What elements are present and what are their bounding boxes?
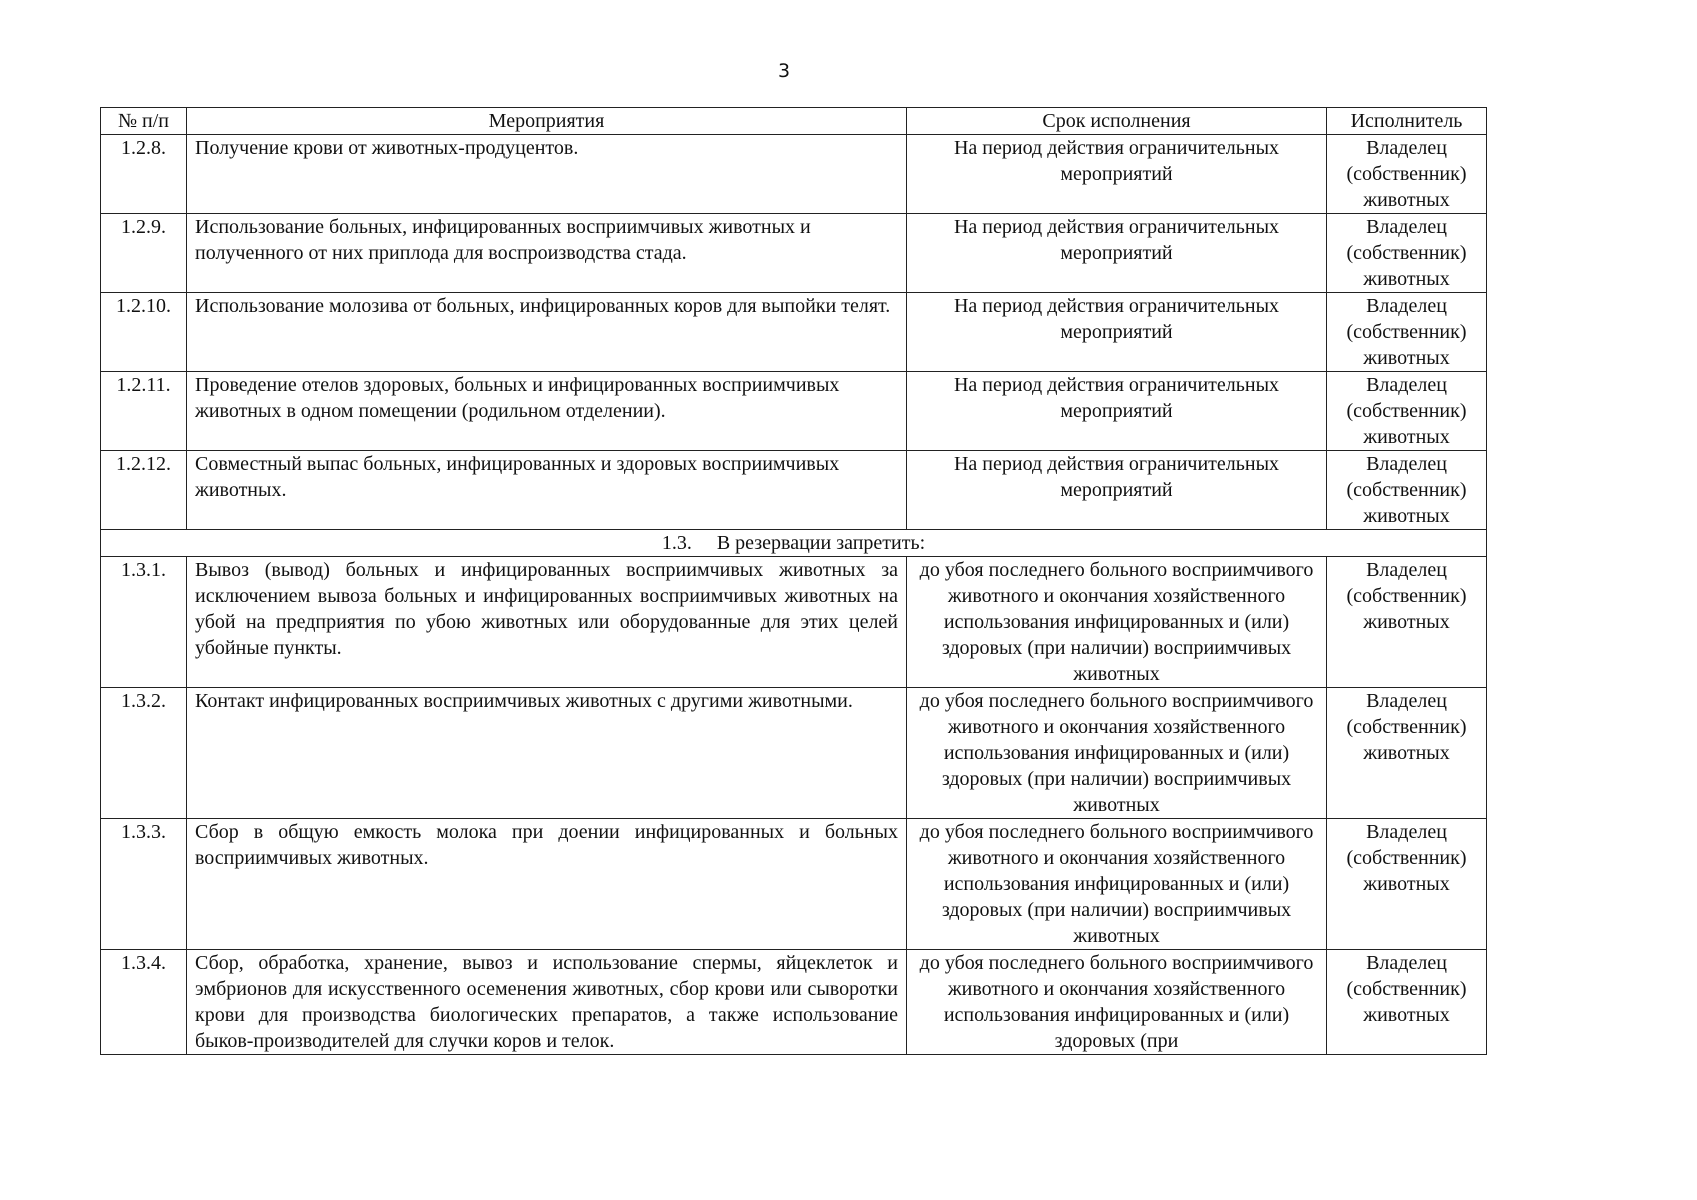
row-deadline: На период действия ограничительных мероприятий [907, 135, 1327, 214]
row-deadline: На период действия ограничительных мероприятий [907, 372, 1327, 451]
row-number: 1.3.1. [101, 557, 187, 688]
row-executor: Владелец (собственник) животных [1327, 819, 1487, 950]
row-measure: Проведение отелов здоровых, больных и инфицированных восприимчивых животных в одном помещении (родильном отделении). [187, 372, 907, 451]
table-row [101, 214, 1487, 293]
row-measure: Сбор в общую емкость молока при доении инфицированных и больных восприимчивых животных. [187, 819, 907, 950]
row-number: 1.2.9. [101, 214, 187, 293]
table-header-row [101, 108, 1487, 135]
row-measure: Контакт инфицированных восприимчивых животных с другими животными. [187, 688, 907, 819]
measures-table [100, 107, 1487, 1055]
row-executor: Владелец (собственник) животных [1327, 135, 1487, 214]
table-row [101, 819, 1487, 950]
table-row [101, 372, 1487, 451]
header-executor: Исполнитель [1327, 108, 1487, 135]
table-row [101, 135, 1487, 214]
row-number: 1.2.12. [101, 451, 187, 530]
row-executor: Владелец (собственник) животных [1327, 372, 1487, 451]
row-deadline: до убоя последнего больного восприимчивого животного и окончания хозяйственного использования инфицированных и (или) здоровых (при [907, 950, 1327, 1055]
header-measures: Мероприятия [187, 108, 907, 135]
section-heading: 1.3. В резервации запретить: [101, 530, 1487, 557]
row-measure: Использование больных, инфицированных восприимчивых животных и полученного от них приплода для воспроизводства стада. [187, 214, 907, 293]
row-deadline: до убоя последнего больного восприимчивого животного и окончания хозяйственного использования инфицированных и (или) здоровых (при наличии) восприимчивых животных [907, 557, 1327, 688]
row-deadline: На период действия ограничительных мероприятий [907, 451, 1327, 530]
row-deadline: до убоя последнего больного восприимчивого животного и окончания хозяйственного использования инфицированных и (или) здоровых (при наличии) восприимчивых животных [907, 819, 1327, 950]
row-deadline: На период действия ограничительных мероприятий [907, 293, 1327, 372]
header-deadline: Срок исполнения [907, 108, 1327, 135]
row-deadline: до убоя последнего больного восприимчивого животного и окончания хозяйственного использования инфицированных и (или) здоровых (при наличии) восприимчивых животных [907, 688, 1327, 819]
row-number: 1.2.8. [101, 135, 187, 214]
row-executor: Владелец (собственник) животных [1327, 451, 1487, 530]
table-row [101, 293, 1487, 372]
row-number: 1.2.11. [101, 372, 187, 451]
row-executor: Владелец (собственник) животных [1327, 214, 1487, 293]
row-measure: Вывоз (вывод) больных и инфицированных восприимчивых животных за исключением вывоза больных и инфицированных восприимчивых животных на убой на предприятия по убою животных или оборудованные для этих целей убойные пункты. [187, 557, 907, 688]
row-number: 1.3.4. [101, 950, 187, 1055]
row-measure: Получение крови от животных-продуцентов. [187, 135, 907, 214]
row-number: 1.3.3. [101, 819, 187, 950]
row-measure: Сбор, обработка, хранение, вывоз и использование спермы, яйцеклеток и эмбрионов для искусственного осеменения животных, сбор крови или сыворотки крови для производства биологических препаратов, а также использование быков-производителей для случки коров и телок. [187, 950, 907, 1055]
row-deadline: На период действия ограничительных мероприятий [907, 214, 1327, 293]
page-number: 3 [777, 60, 791, 82]
row-measure: Использование молозива от больных, инфицированных коров для выпойки телят. [187, 293, 907, 372]
row-number: 1.2.10. [101, 293, 187, 372]
row-executor: Владелец (собственник) животных [1327, 557, 1487, 688]
row-executor: Владелец (собственник) животных [1327, 950, 1487, 1055]
row-number: 1.3.2. [101, 688, 187, 819]
row-executor: Владелец (собственник) животных [1327, 688, 1487, 819]
table-row [101, 688, 1487, 819]
section-heading-row [101, 530, 1487, 557]
table-row [101, 950, 1487, 1055]
table-row [101, 557, 1487, 688]
row-measure: Совместный выпас больных, инфицированных и здоровых восприимчивых животных. [187, 451, 907, 530]
table-row [101, 451, 1487, 530]
header-number: № п/п [101, 108, 187, 135]
row-executor: Владелец (собственник) животных [1327, 293, 1487, 372]
